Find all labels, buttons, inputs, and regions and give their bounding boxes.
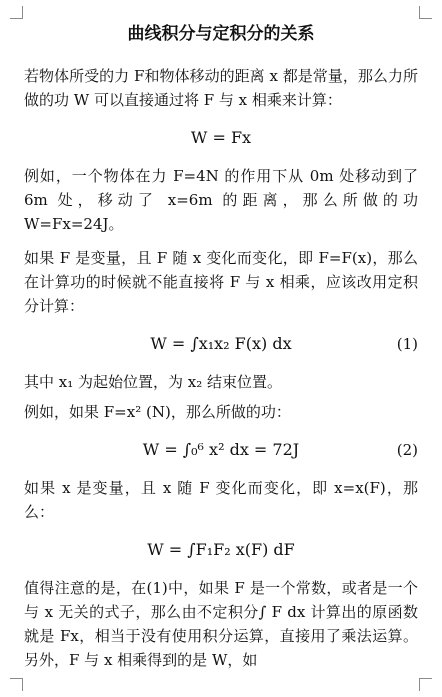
crop-mark-top-right — [419, 6, 432, 19]
paragraph-variable-force: 如果 F 是变量，且 F 随 x 变化而变化，即 F=F(x)，那么在计算功的时候就不能直接将 F 与 x 相乘，应该改用定积分计算： — [24, 249, 418, 315]
crop-mark-top-left — [10, 6, 23, 19]
equation-text: W = ∫x₁x₂ F(x) dx — [150, 334, 292, 353]
equation-text: W = Fx — [190, 128, 252, 147]
paragraph-note: 值得注意的是，在(1)中，如果 F 是一个常数，或者是一个与 x 无关的式子，那么由不定积分∫ F dx 计算出的原函数就是 Fx，相当于没有使用积分运算，直接用了乘法运算。另外，F 与 x 相乘得到的是 W，如 — [24, 579, 418, 669]
paragraph-example-variable: 例如，如果 F=x² (N)，那么所做的功： — [24, 403, 291, 421]
document-body — [24, 22, 418, 672]
paragraph-limits: 其中 x₁ 为起始位置，为 x₂ 结束位置。 — [24, 373, 283, 391]
equation-3 — [24, 530, 418, 570]
equation-text: W = ∫₀⁶ x² dx = 72J — [142, 440, 300, 459]
page-title: 曲线积分与定积分的关系 — [127, 24, 315, 44]
equation-number: (1) — [396, 335, 418, 353]
equation-number: (2) — [396, 441, 418, 459]
equation-text: W = ∫F₁F₂ x(F) dF — [147, 540, 295, 559]
crop-mark-bottom-right — [419, 678, 432, 691]
equation-work-product — [24, 118, 418, 158]
paragraph-example-constant: 例如，一个物体在力 F=4N 的作用下从 0m 处移动到了 6m 处，移动了 x=6m 的距离，那么所做的功 W=Fx=24J。 — [24, 167, 418, 233]
paragraph-variable-distance: 如果 x 是变量，且 x 随 F 变化而变化，即 x=x(F)，那么： — [24, 479, 418, 521]
paragraph-constant-force: 若物体所受的力 F和物体移动的距离 x 都是常量，那么力所做的功 W 可以直接通过将 F 与 x 相乘来计算： — [24, 67, 418, 109]
equation-1 — [24, 324, 418, 364]
equation-2 — [24, 430, 418, 470]
crop-mark-bottom-left — [10, 678, 23, 691]
